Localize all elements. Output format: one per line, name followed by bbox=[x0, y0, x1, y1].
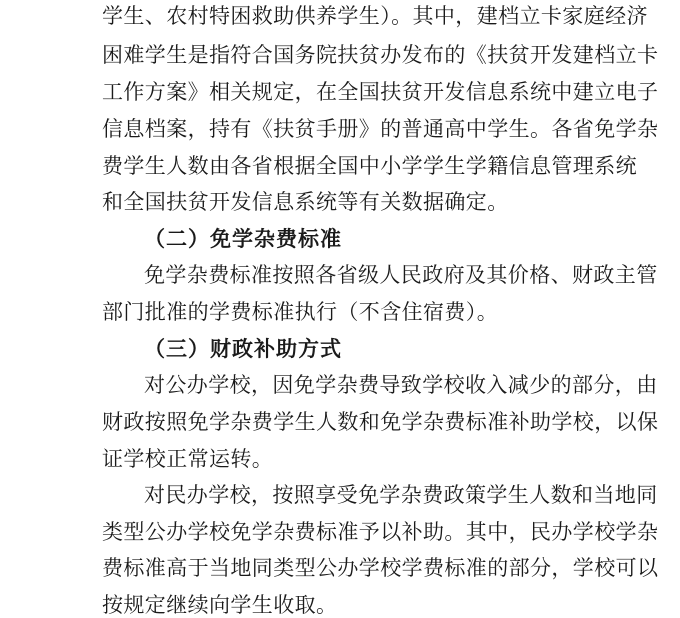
text-line: 按规定继续向学生收取。 bbox=[102, 593, 338, 617]
text-line: 类型公办学校免学杂费标准予以补助。其中，民办学校学杂 bbox=[102, 520, 659, 544]
text-line: 信息档案，持有《扶贫手册》的普通高中学生。各省免学杂 bbox=[102, 117, 659, 141]
section-heading: （二）免学杂费标准 bbox=[144, 227, 342, 251]
text-line: 和全国扶贫开发信息系统等有关数据确定。 bbox=[102, 190, 509, 214]
section-heading: （三）财政补助方式 bbox=[144, 337, 342, 361]
text-line: 证学校正常运转。 bbox=[102, 447, 274, 471]
text-line: 部门批准的学费标准执行（不含住宿费）。 bbox=[102, 300, 499, 324]
text-line: 对民办学校，按照享受免学杂费政策学生人数和当地同 bbox=[144, 483, 658, 507]
text-line: 学生、农村特困救助供养学生）。其中，建档立卡家庭经济 bbox=[102, 4, 648, 28]
text-line: 对公办学校，因免学杂费导致学校收入减少的部分，由 bbox=[144, 373, 658, 397]
text-line: 费学生人数由各省根据全国中小学学生学籍信息管理系统 bbox=[102, 154, 637, 178]
text-line: 财政按照免学杂费学生人数和免学杂费标准补助学校，以保 bbox=[102, 410, 659, 434]
text-line: 免学杂费标准按照各省级人民政府及其价格、财政主管 bbox=[144, 263, 658, 287]
text-line: 困难学生是指符合国务院扶贫办发布的《扶贫开发建档立卡 bbox=[102, 43, 659, 67]
text-line: 费标准高于当地同类型公办学校学费标准的部分，学校可以 bbox=[102, 556, 659, 580]
text-line: 工作方案》相关规定，在全国扶贫开发信息系统中建立电子 bbox=[102, 80, 659, 104]
